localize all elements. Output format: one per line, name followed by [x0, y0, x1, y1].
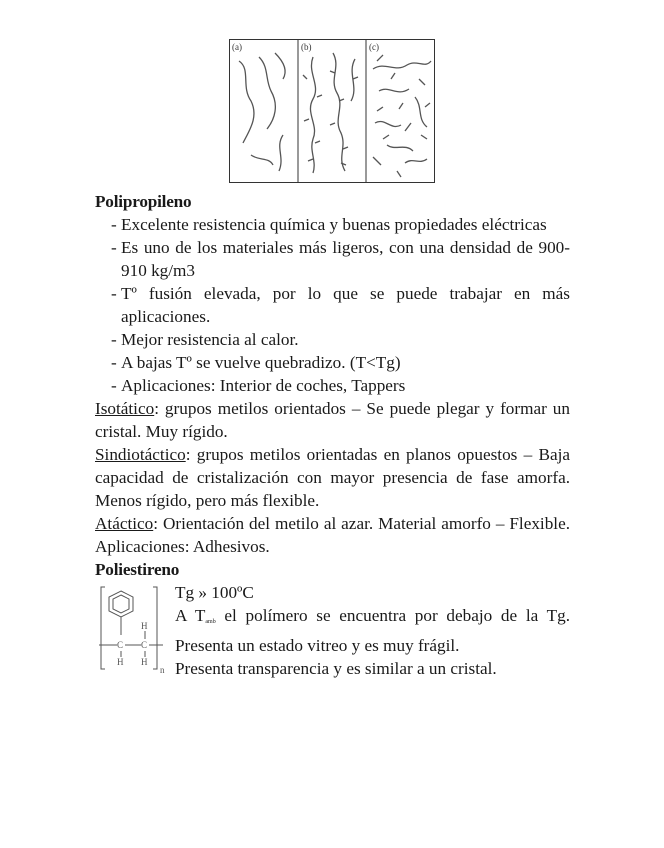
pp-bullet-2	[95, 236, 570, 282]
atactic-text: : Orientación del metilo al azar. Material amorfo – Flexible. Aplicaciones: Adhesivos.	[95, 514, 570, 556]
dash-marker: -	[111, 376, 117, 395]
ambient-subscript: amb	[205, 619, 216, 625]
h-label: H	[117, 657, 124, 667]
pp-bullet-3	[95, 282, 570, 328]
pp-bullet-text: Es uno de los materiales más ligeros, con una densidad de 900-910 kg/m3	[121, 238, 570, 280]
ps-line-2	[175, 604, 570, 657]
panel-label-c: (c)	[369, 42, 379, 52]
atactic-paragraph	[95, 512, 570, 558]
ps-line-2-prefix: A T	[175, 606, 206, 625]
polystyrene-block	[95, 581, 570, 677]
pp-bullet-6	[95, 374, 570, 397]
dash-marker: -	[111, 284, 117, 303]
syndiotactic-paragraph	[95, 443, 570, 512]
isotactic-chains	[239, 53, 285, 171]
pp-bullet-text: Aplicaciones: Interior de coches, Tappers	[121, 376, 406, 395]
polypropylene-heading: Polipropileno	[95, 192, 192, 211]
panel-label-a: (a)	[232, 42, 242, 52]
tacticity-figure	[229, 39, 435, 183]
c-label: C	[117, 640, 124, 650]
dash-marker: -	[111, 238, 117, 257]
polystyrene-text	[175, 581, 570, 680]
h-label: H	[141, 621, 148, 631]
pp-bullet-1	[95, 213, 570, 236]
isotactic-text: : grupos metilos orientados – Se puede plegar y formar un cristal. Muy rígido.	[95, 399, 570, 441]
ps-line-3: Presenta transparencia y es similar a un cristal.	[175, 659, 497, 678]
pp-bullet-4	[95, 328, 570, 351]
tacticity-diagram	[229, 39, 435, 183]
pp-bullet-5	[95, 351, 570, 374]
pp-bullet-text: Tº fusión elevada, por lo que se puede trabajar en más aplicaciones.	[121, 284, 570, 326]
atactic-chains	[373, 55, 431, 177]
pp-bullet-text: A bajas Tº se vuelve quebradizo. (T<Tg)	[121, 353, 401, 372]
pp-bullet-text: Excelente resistencia química y buenas propiedades eléctricas	[121, 215, 547, 234]
ps-line-1: Tg » 100ºC	[175, 583, 254, 602]
dash-marker: -	[111, 330, 117, 349]
n-subscript: n	[160, 665, 165, 675]
isotactic-paragraph	[95, 397, 570, 443]
panel-label-b: (b)	[301, 42, 312, 52]
c-label: C	[141, 640, 148, 650]
h-label: H	[141, 657, 148, 667]
dash-marker: -	[111, 215, 117, 234]
syndiotactic-chains	[303, 53, 358, 173]
isotactic-term: Isotático	[95, 399, 155, 418]
ps-line-2-rest: el polímero se encuentra por debajo de la Tg. Presenta un estado vitreo y es muy frágil.	[175, 606, 571, 655]
polystyrene-structure	[97, 583, 169, 675]
polystyrene-formula	[97, 583, 169, 675]
dash-marker: -	[111, 353, 117, 372]
atactic-term: Atáctico	[95, 514, 154, 533]
pp-bullet-text: Mejor resistencia al calor.	[121, 330, 299, 349]
syndiotactic-text: : grupos metilos orientadas en planos opuestos – Baja capacidad de cristalización con mayor presencia de fase amorfa. Menos rígido, pero más flexible.	[95, 445, 570, 510]
document-body	[95, 190, 570, 677]
polystyrene-heading: Poliestireno	[95, 560, 180, 579]
syndiotactic-term: Sindiotáctico	[95, 445, 186, 464]
